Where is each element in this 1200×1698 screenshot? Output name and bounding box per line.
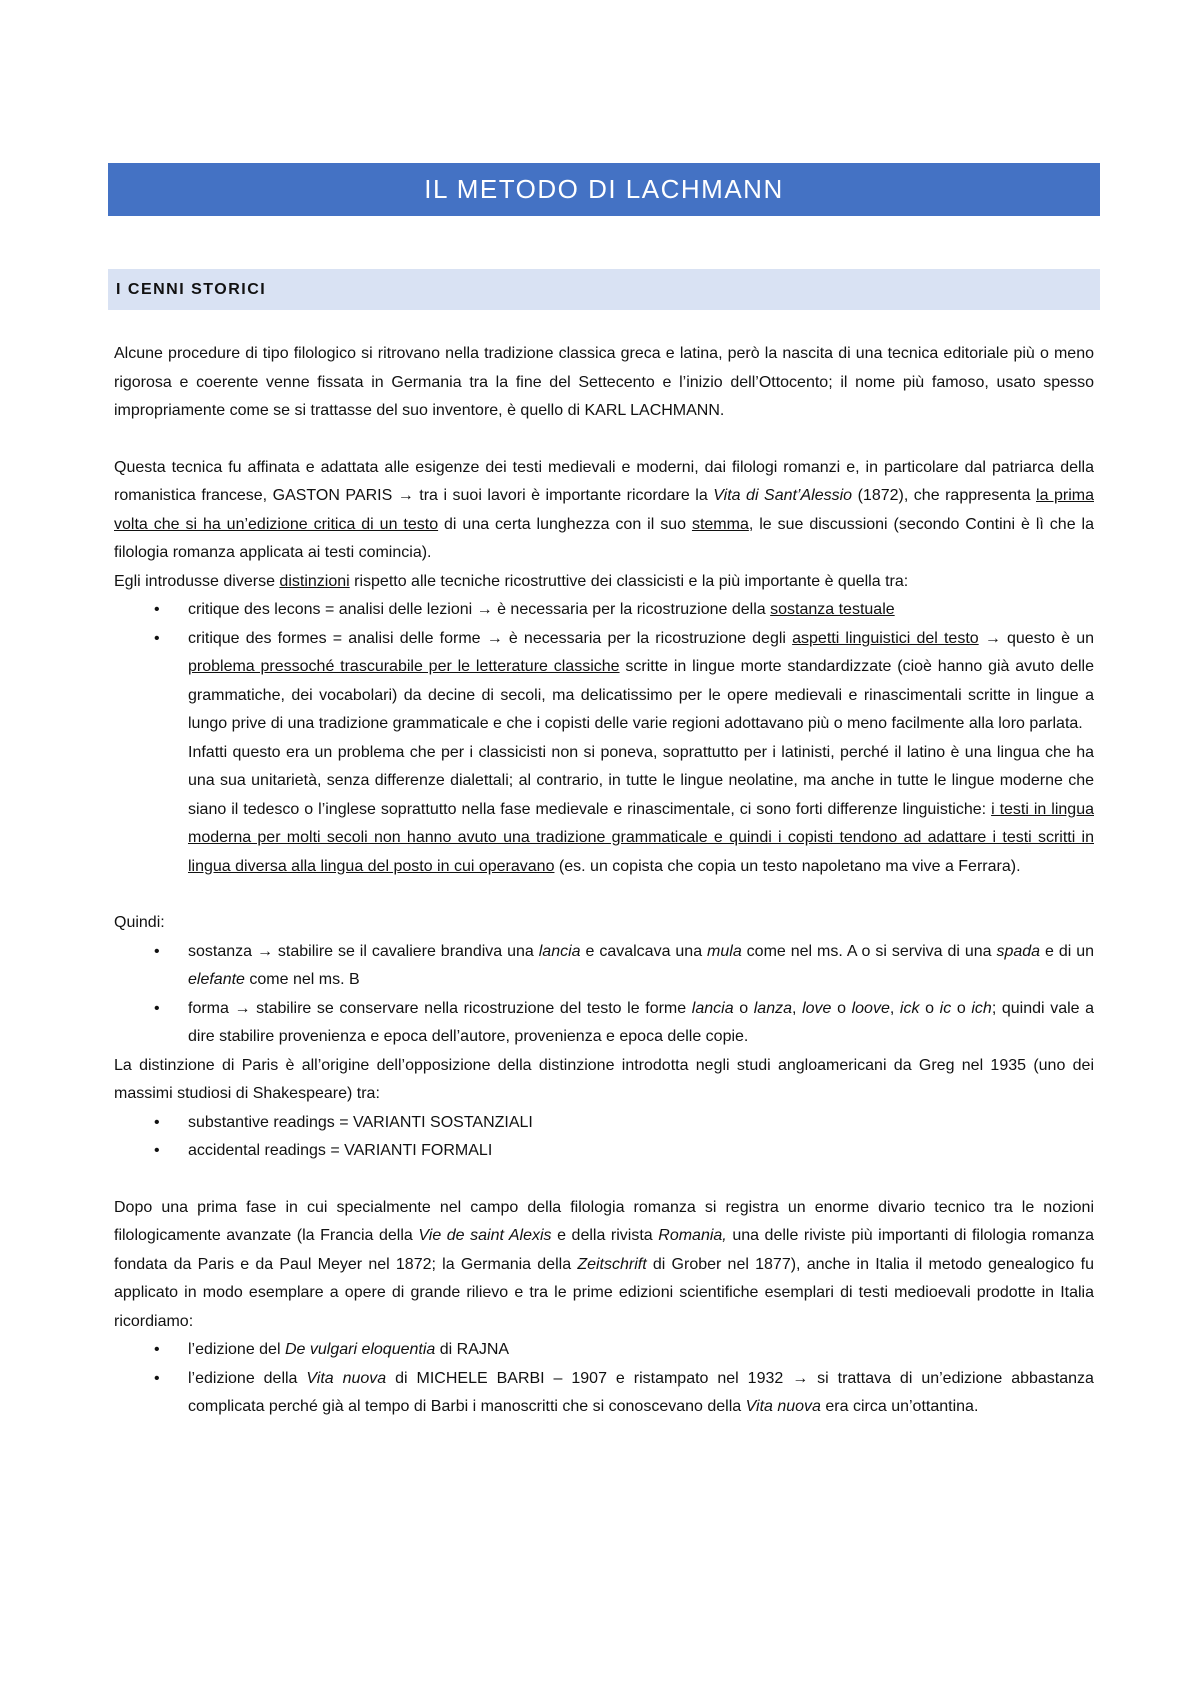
- text-span: Dopo una prima fase in cui specialmente nel campo della filologia romanza si registra un enorme divario tecnico tra le nozioni filologicamente avanzate (la Francia della: [114, 1198, 1094, 1244]
- text-span: ,: [889, 999, 895, 1017]
- underlined-text: sostanza testuale: [770, 601, 895, 618]
- text-span: è necessaria per la ricostruzione degli: [508, 629, 786, 647]
- underlined-text: i testi in lingua moderna per molti secoli non hanno avuto una tradizione grammaticale e quindi i copisti tendono ad adattare i testi scritti in lingua diversa alla lingua del posto in cui operavano: [188, 800, 1094, 875]
- underlined-text: la prima volta che si ha un’edizione critica di un testo: [114, 487, 1094, 533]
- text-span: o: [739, 999, 749, 1017]
- readings-list: [114, 1109, 1094, 1166]
- paragraph-italy: [114, 1194, 1094, 1337]
- italic-word: Zeitschrift: [577, 1255, 647, 1273]
- italic-word: ick: [899, 999, 920, 1017]
- arrow-icon: →: [397, 487, 414, 504]
- paragraph-text: Alcune procedure di tipo filologico si ritrovano nella tradizione classica greca e latina, però la nascita di una tecnica editoriale più o meno rigorosa e coerente venne fissata in Germania tra la fine del Settecento e l’inizio dell’Ottocento; il nome più famoso, usato spesso impropriamente come se si trattasse del suo inventore, è quello di: [114, 345, 1094, 419]
- paragraph-paris: [114, 454, 1094, 568]
- distinction-list: [114, 596, 1094, 881]
- list-item: [114, 1109, 1094, 1138]
- text-span: e di un: [1045, 942, 1095, 960]
- text-span: l’edizione della: [188, 1369, 298, 1387]
- text-span: era circa un’ottantina.: [825, 1398, 979, 1415]
- italic-word: lanza: [753, 999, 792, 1017]
- bullet-icon: •: [154, 1113, 160, 1131]
- bullet-icon: •: [154, 999, 160, 1017]
- bullet-icon: •: [154, 629, 160, 647]
- underlined-text: problema pressoché trascurabile per le letterature classiche: [188, 658, 620, 675]
- italic-word: spada: [996, 942, 1041, 960]
- text-span: di Grober nel 1877), anche in Italia il metodo genealogico fu applicato in modo esemplare a opere di grande rilievo e tra le prime edizioni scientifiche esemplari di testi medioevali prodotte in Italia ricordiamo:: [114, 1255, 1094, 1330]
- text-span: di MICHELE BARBI – 1907 e ristampato nel 1932: [395, 1369, 784, 1387]
- text-span: una delle riviste più importanti di filologia romanza fondata da Paris e da Paul Meyer nel 1872; la Germania della: [114, 1227, 1095, 1273]
- arrow-icon: →: [256, 942, 273, 960]
- text-span: di una certa lunghezza con il suo: [444, 515, 687, 533]
- text-span: di RAJNA: [439, 1341, 510, 1358]
- text-span: tra i suoi lavori è importante ricordare la: [419, 487, 708, 504]
- bullet-icon: •: [154, 1142, 160, 1159]
- text-span: scritte in lingue morte standardizzate (cioè hanno già avuto delle grammatiche, dei vocabolari) da decine di secoli, ma delicatissimo per le opere medievali e rinascimentali scritte in lingue a lungo prive di una tradizione grammaticale e che i copisti delle varie regioni adottavano più o meno facilmente alla loro parlata.: [188, 658, 1095, 732]
- text-span: rispetto alle tecniche ricostruttive dei classicisti e la più importante è quella tra:: [354, 572, 909, 590]
- document-body: [114, 340, 1094, 1422]
- section-heading: I CENNI STORICI: [108, 269, 1100, 310]
- text-span: (es. un copista che copia un testo napoletano ma vive a Ferrara).: [558, 857, 1021, 875]
- text-span: è necessaria per la ricostruzione della: [497, 601, 766, 618]
- italic-word: love: [802, 999, 832, 1017]
- list-item: [114, 1137, 1094, 1166]
- underlined-text: stemma: [691, 515, 749, 533]
- text-span: o: [956, 999, 966, 1017]
- underlined-text: aspetti linguistici del testo: [792, 629, 979, 647]
- bullet-icon: •: [154, 1341, 160, 1358]
- paragraph-quindi: Quindi:: [114, 914, 165, 931]
- text-span: e cavalcava una: [585, 942, 703, 960]
- italic-word: mula: [707, 942, 742, 960]
- italic-word: Vie de saint Alexis: [418, 1227, 552, 1244]
- italic-word: elefante: [188, 971, 245, 988]
- text-span: ,: [792, 999, 797, 1017]
- text-span: e della rivista: [557, 1227, 653, 1244]
- list-item: [114, 995, 1094, 1052]
- arrow-icon: →: [486, 629, 503, 647]
- author-name: KARL LACHMANN.: [584, 402, 725, 419]
- text-span: come nel ms. A o si serviva di una: [746, 942, 992, 960]
- italic-word: Vita nuova: [745, 1398, 821, 1415]
- text-span: Questa tecnica fu affinata e adattata alle esigenze dei testi medievali e moderni, dai filologi romanzi e, in particolare dal patriarca della romanistica francese, GASTON PARIS: [114, 458, 1094, 504]
- paragraph-distinctions: [114, 568, 1094, 597]
- text-span: l’edizione del: [188, 1341, 281, 1358]
- arrow-icon: →: [984, 629, 1001, 647]
- paragraph-greg: La distinzione di Paris è all’origine dell’opposizione della distinzione introdotta negli studi angloamericani da Greg nel 1935 (uno dei massimi studiosi di Shakespeare) tra:: [114, 1056, 1094, 1102]
- italic-word: De vulgari eloquentia: [284, 1341, 436, 1358]
- list-item: [114, 625, 1094, 882]
- bullet-icon: •: [154, 942, 160, 960]
- page-title: IL METODO DI LACHMANN: [108, 163, 1100, 216]
- text-span: critique des formes = analisi delle forme: [188, 629, 481, 647]
- examples-list: [114, 938, 1094, 1052]
- text-span: , le sue discussioni (secondo Contini è lì che la filologia romanza applicata ai testi comincia).: [114, 515, 1094, 561]
- italic-word: loove: [851, 999, 890, 1017]
- text-span: come nel ms. B: [249, 971, 360, 988]
- bullet-icon: •: [154, 601, 160, 618]
- list-item: [114, 596, 1094, 625]
- italic-word: lancia: [538, 942, 581, 960]
- text-span: critique des lecons = analisi delle lezioni: [188, 601, 473, 618]
- text-span: (1872), che rappresenta: [857, 487, 1031, 504]
- text-span: forma: [188, 999, 229, 1017]
- arrow-icon: →: [476, 601, 493, 618]
- italic-word: Romania,: [658, 1227, 727, 1244]
- list-item: [114, 938, 1094, 995]
- text-span: accidental readings = VARIANTI FORMALI: [188, 1142, 493, 1159]
- text-span: Infatti questo era un problema che per i classicisti non si poneva, soprattutto per i latinisti, perché il latino è una lingua che ha una sua unitarietà, senza differenze dialettali; al contrario, in tutte le lingue neolatine, ma anche in tutte le lingue moderne che siano il tedesco o l’inglese soprattutto nella fase medievale e rinascimentale, ci sono forti differenze linguistiche:: [188, 743, 1094, 818]
- italic-word: Vita nuova: [306, 1369, 387, 1387]
- editions-list: [114, 1336, 1094, 1422]
- list-item: [114, 1336, 1094, 1365]
- arrow-icon: →: [792, 1369, 809, 1387]
- text-span: o: [837, 999, 846, 1017]
- text-span: stabilire se il cavaliere brandiva una: [277, 942, 534, 960]
- italic-word: ich: [971, 999, 992, 1017]
- text-span: ; quindi vale a dire stabilire provenienza e epoca dell’autore, provenienza e epoca delle copie.: [188, 999, 1095, 1045]
- text-span: Egli introdusse diverse: [114, 572, 275, 590]
- paragraph-intro: [114, 340, 1094, 426]
- text-span: stabilire se conservare nella ricostruzione del testo le forme: [256, 999, 687, 1017]
- text-span: questo è un: [1006, 629, 1095, 647]
- text-span: sostanza: [188, 942, 253, 960]
- list-item: [114, 1365, 1094, 1422]
- italic-word: lancia: [691, 999, 734, 1017]
- text-span: si trattava di un’edizione abbastanza complicata perché già al tempo di Barbi i manoscritti che si conoscevano della: [188, 1369, 1094, 1415]
- text-span: substantive readings = VARIANTI SOSTANZIALI: [188, 1113, 533, 1131]
- underlined-text: distinzioni: [279, 572, 350, 590]
- work-title: Vita di Sant’Alessio: [713, 487, 853, 504]
- text-span: o: [925, 999, 935, 1017]
- bullet-icon: •: [154, 1369, 160, 1387]
- italic-word: ic: [939, 999, 952, 1017]
- arrow-icon: →: [234, 999, 251, 1017]
